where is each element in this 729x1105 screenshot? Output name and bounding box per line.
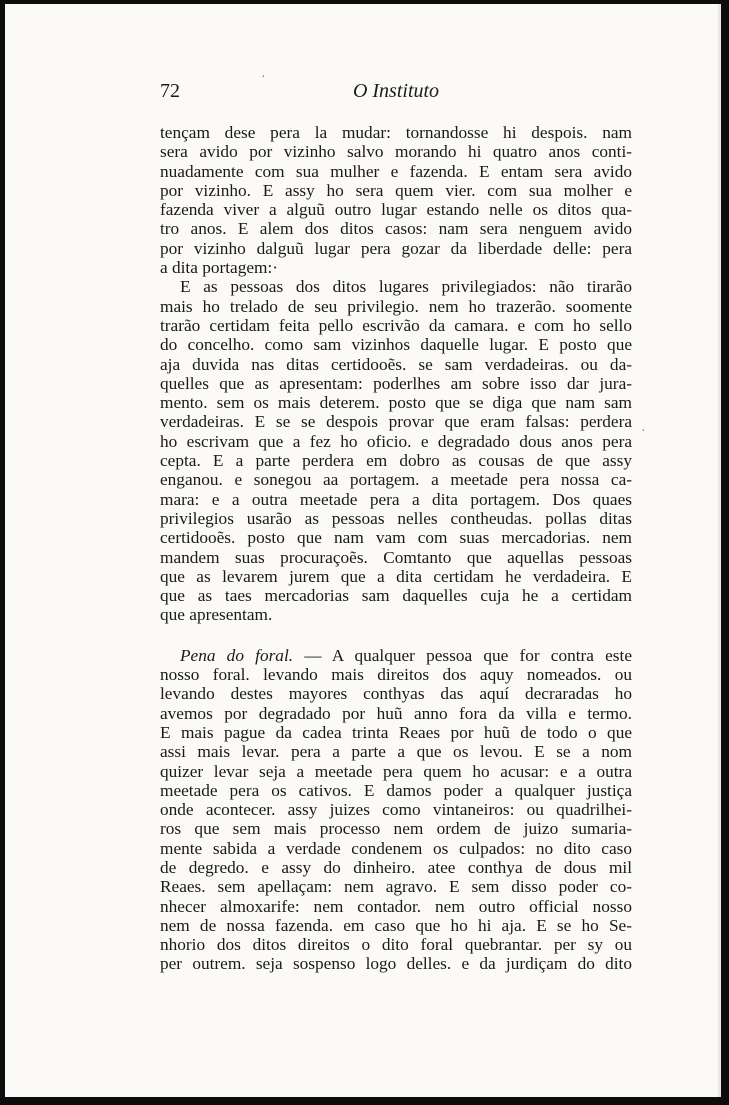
text-line: — A qualquer pessoa que for contra este — [293, 645, 633, 665]
text-line: sera avido por vizinho salvo morando hi quatro anos conti- — [160, 142, 632, 162]
page-number: 72 — [160, 80, 180, 102]
text-line: trarão certidam feita pello escrivão da camara. e com ho sello — [160, 315, 632, 335]
text-line: tro anos. E alem dos ditos casos: nam sera nenguem avido — [160, 219, 632, 239]
text-line: Reaes. sem apellaçam: nem agravo. E sem disso poder co- — [160, 877, 632, 897]
speck-mark: · — [641, 424, 646, 439]
text-line: enganou. e sonegou aa portagem. a meetade pera nossa ca- — [160, 470, 632, 490]
text-line: quizer levar seja a meetade pera quem ho acusar: e a outra — [160, 761, 632, 781]
paragraph-1 — [160, 123, 632, 277]
text-line: mara: e a outra meetade pera a dita portagem. Dos quaes — [160, 489, 632, 509]
text-line: quelles que as apresentam: poderlhes am sobre isso dar jura- — [160, 373, 632, 393]
text-line: E mais pague da cadea trinta Reaes por huũ de todo o que — [160, 722, 632, 742]
text-line: fazenda viver a alguũ outro lugar estando nelle os ditos qua- — [160, 200, 632, 220]
text-line: assi mais levar. pera a parte a que os levou. E se a nom — [160, 742, 632, 762]
page-header — [160, 80, 632, 106]
text-line: certidooẽs. posto que nam vam com suas mercadorias. nem — [160, 528, 632, 548]
text-line: do concelho. como sam vizinhos daquelle lugar. E posto que — [160, 335, 632, 355]
text-line: nuadamente com sua mulher e fazenda. E entam sera avido — [160, 161, 632, 181]
text-line: E as pessoas dos ditos lugares privilegiados: não tirarão — [180, 277, 632, 297]
paragraph-3 — [160, 646, 632, 974]
paragraph-gap — [160, 625, 632, 646]
text-line: nosso foral. levando mais direitos dos aquy nomeados. ou — [160, 665, 632, 685]
text-line: tençam dese pera la mudar: tornandosse hi despois. nam — [160, 123, 632, 142]
text-line-first — [160, 277, 632, 296]
text-line-first — [160, 646, 632, 665]
text-line: mento. sem os mais deterem. posto que se diga que nam sam — [160, 393, 632, 413]
text-line: onde acontecer. assy juizes como vintaneiros: ou quadrilhei- — [160, 800, 632, 820]
text-line: por vizinho dalguũ lugar pera gozar da liberdade delle: pera — [160, 238, 632, 258]
text-line: que apresentam. — [160, 605, 273, 625]
text-line: ho escrivam que a fez ho oficio. e degradado dous anos pera — [160, 431, 632, 451]
text-line: meetade pera os cativos. E damos poder a qualquer justiça — [160, 780, 632, 800]
text-line: avemos por degradado por huũ anno fora da villa e termo. — [160, 703, 632, 723]
text-line: levando destes mayores conthyas das aquí decraradas ho — [160, 684, 632, 704]
text-line: por vizinho. E assy ho sera quem vier. com sua molher e — [160, 180, 632, 200]
text-line: aja duvida nas ditas certidooẽs. se sam verdadeiras. ou da- — [160, 354, 632, 374]
text-line: privilegios usarão as pessoas nelles contheudas. pollas ditas — [160, 508, 632, 528]
text-line: nem de nossa fazenda. em caso que ho hi aja. E se ho Se- — [160, 915, 632, 935]
speck-mark: · — [261, 70, 266, 85]
text-line: que as levarem jurem que a dita certidam he verdadeira. E — [160, 566, 632, 586]
paragraph-2 — [160, 277, 632, 624]
text-line: a dita portagem:· — [160, 258, 279, 278]
running-title: O Instituto — [352, 80, 440, 102]
text-line: mandem suas procuraçoẽs. Comtanto que aquellas pessoas — [160, 547, 632, 567]
text-line: ros que sem mais processo nem ordem de juizo sumaria- — [160, 819, 632, 839]
text-line: que as taes mercadorias sam daquelles cuja he a certidam — [160, 586, 632, 606]
text-line: cepta. E a parte perdera em dobro as cousas de que assy — [160, 451, 632, 471]
text-line: verdadeiras. E se se despois provar que eram falsas: perdera — [160, 412, 632, 432]
text-line: mais ho trelado de seu privilegio. nem ho trazerão. soomente — [160, 296, 632, 316]
text-line: nhecer almoxarife: nem contador. nem outro official nosso — [160, 896, 632, 916]
text-line: de degredo. e assy do dinheiro. atee conthya de dous mil — [160, 857, 632, 877]
body-text — [160, 123, 632, 974]
text-line: mente sabida a verdade condenem os culpados: no dito caso — [160, 838, 632, 858]
section-heading: Pena do foral. — [180, 645, 294, 665]
text-line: per outrem. seja sospenso logo delles. e da jurdiçam do dito — [160, 954, 632, 974]
text-line: nhorio dos ditos direitos o dito foral quebrantar. per sy ou — [160, 935, 632, 955]
